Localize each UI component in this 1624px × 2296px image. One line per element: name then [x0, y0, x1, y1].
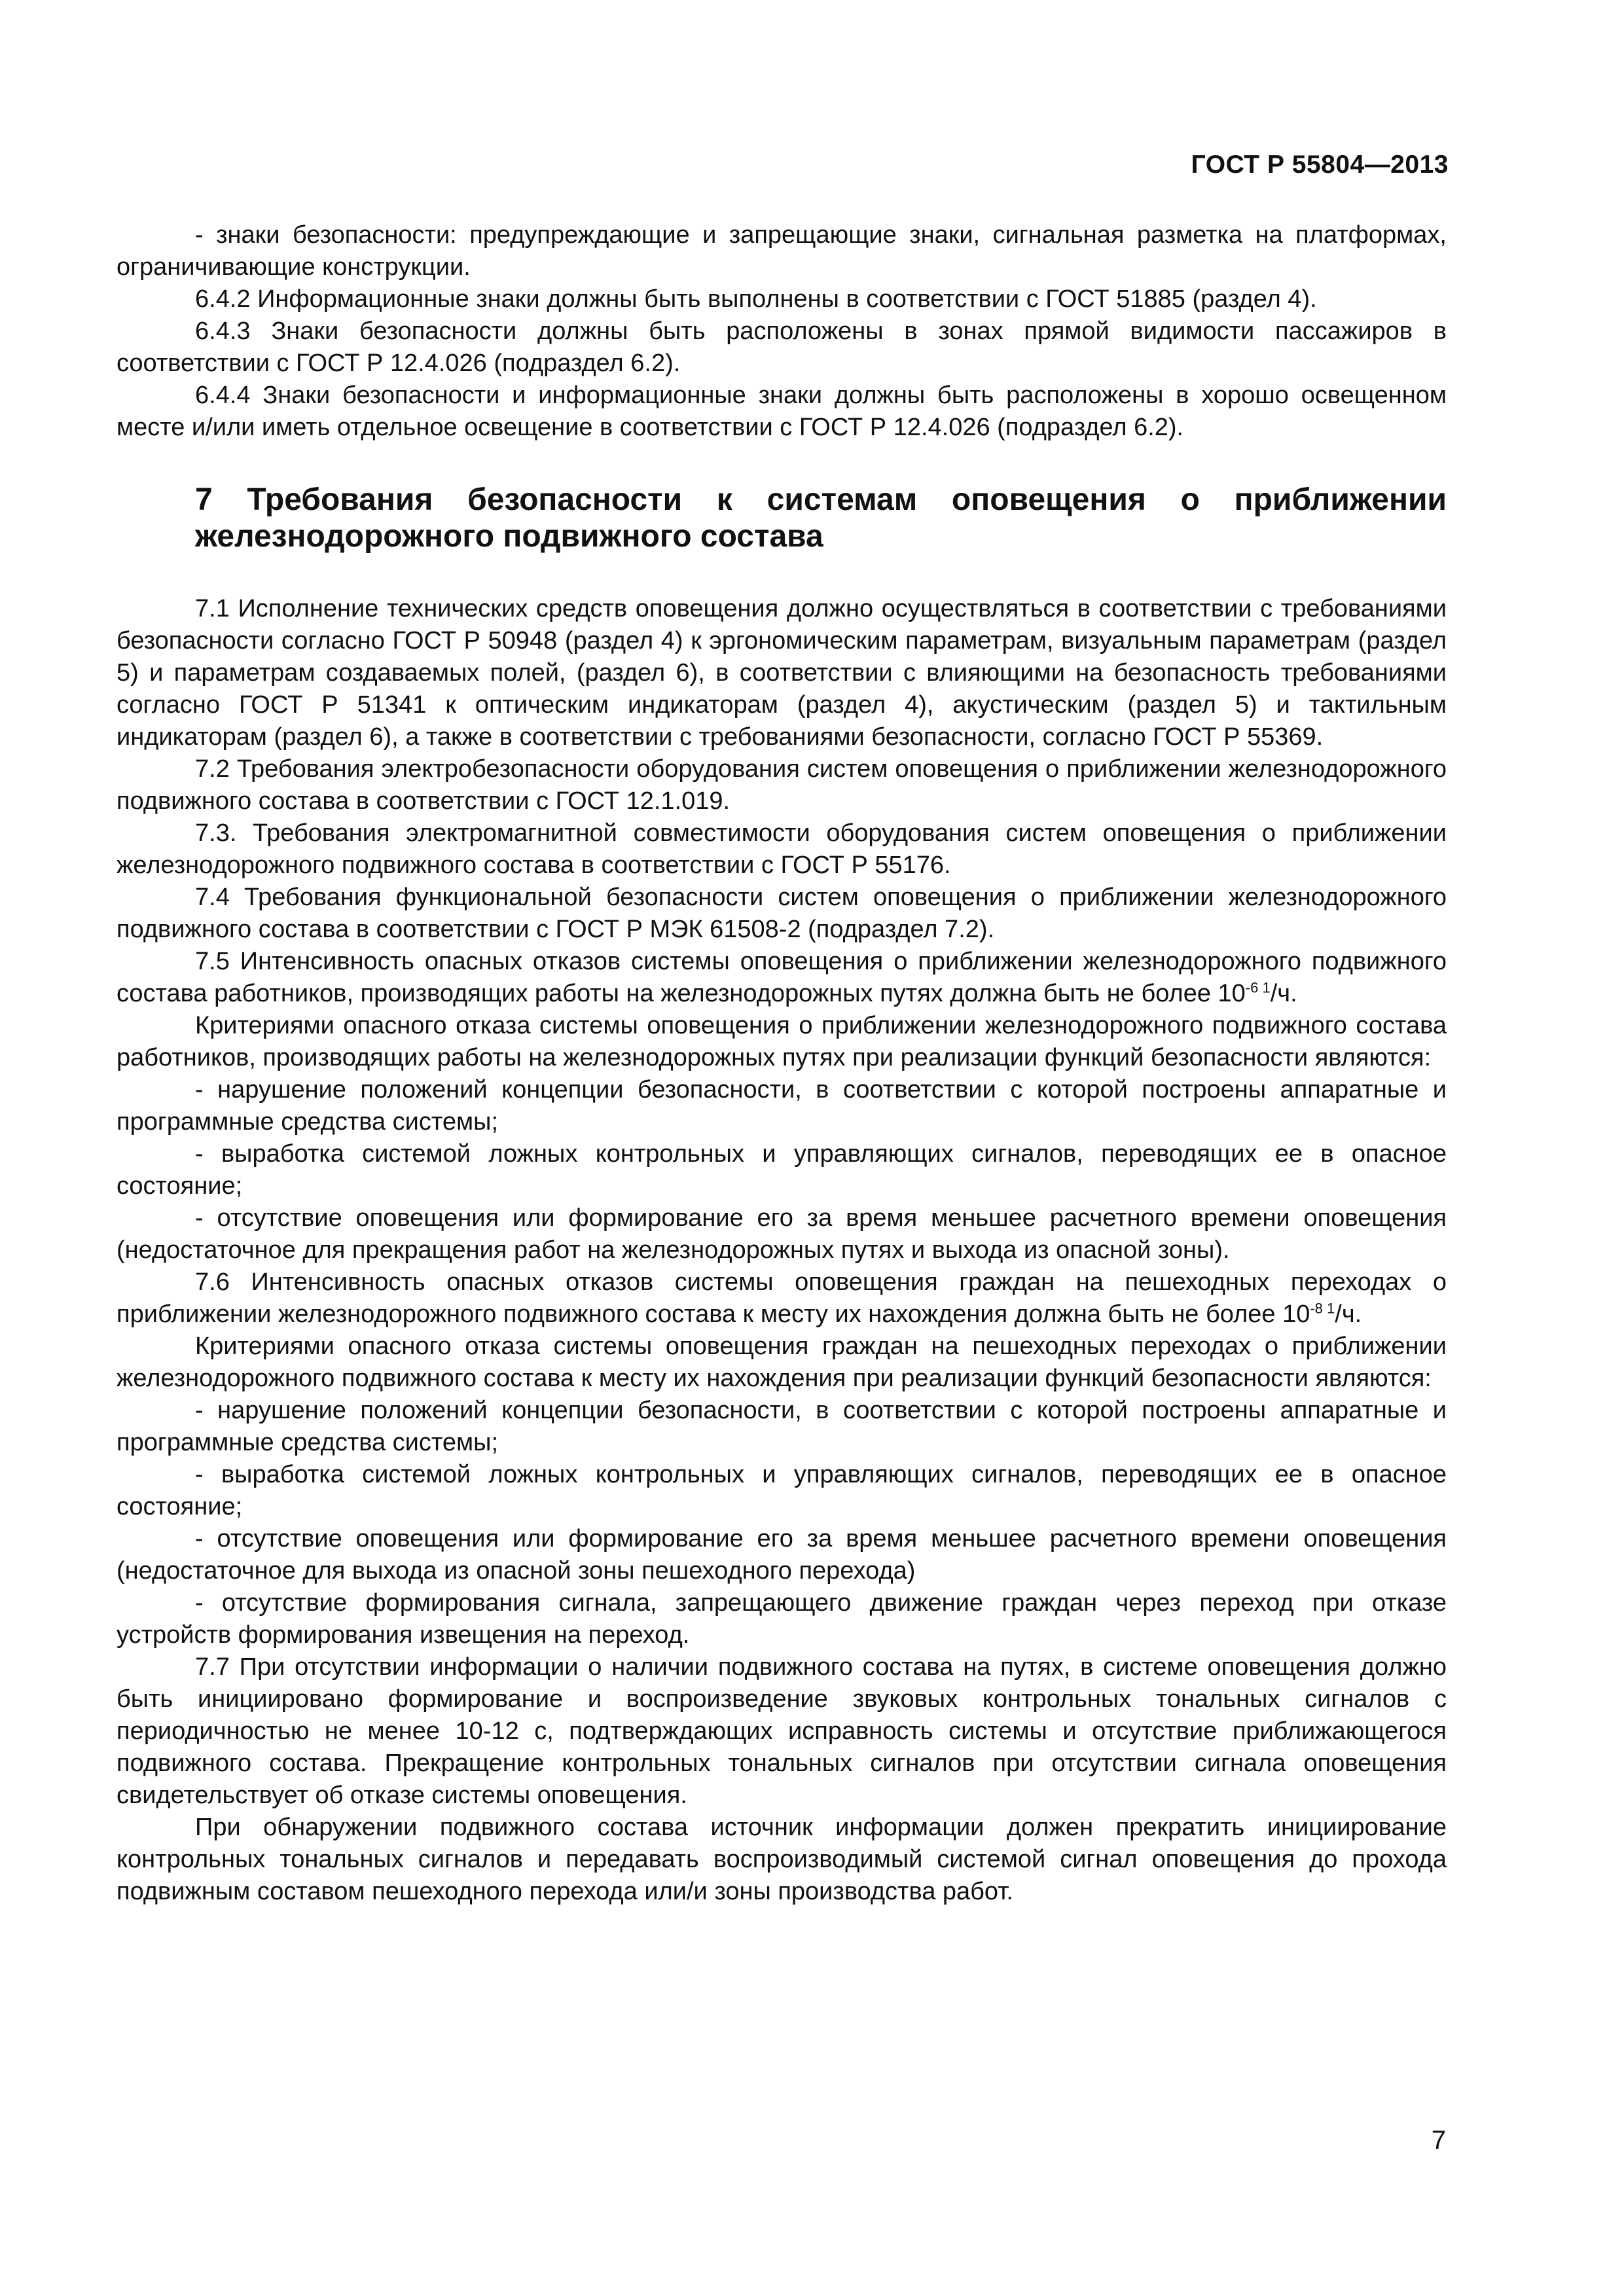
paragraph: - знаки безопасности: предупреждающие и запрещающие знаки, сигнальная разметка на платформах, ограничивающие конструкции. [117, 221, 1447, 281]
paragraph: 6.4.2 Информационные знаки должны быть выполнены в соответствии с ГОСТ 51885 (раздел 4). [195, 285, 1317, 313]
list-item: - выработка системой ложных контрольных и управляющих сигналов, переводящих ее в опасное состояние; [117, 1461, 1447, 1520]
exponent: -6 [1245, 979, 1259, 996]
list-item: - отсутствие оповещения или формирование его за время меньшее расчетного времени оповещения (недостаточное для прекращения работ на железнодорожных путях и выхода из опасной зоны). [117, 1204, 1447, 1264]
paragraph: Критериями опасного отказа системы оповещения о приближении железнодорожного подвижного состава работников, производящих работы на железнодорожных путях при реализации функций безопасности являются: [117, 1012, 1447, 1071]
paragraph-7-5 [117, 946, 1447, 1010]
exponent-unit: 1 [1327, 1300, 1335, 1317]
paragraph: 7.1 Исполнение технических средств оповещения должно осуществляться в соответствии с требованиями безопасности согласно ГОСТ Р 50948 (раздел 4) к эргономическим параметрам, визуальным параметрам (раздел 5) и параметрам создаваемых полей, (раздел 6), в соответствии с влияющими на безопасность требованиями согласно ГОСТ Р 51341 к оптическим индикаторам (раздел 4), акустическим (раздел 5) и тактильным индикаторам (раздел 6), а также в соответствии с требованиями безопасности, согласно ГОСТ Р 55369. [117, 595, 1447, 751]
list-item: - нарушение положений концепции безопасности, в соответствии с которой построены аппаратные и программные средства системы; [117, 1397, 1447, 1456]
list-item: - нарушение положений концепции безопасности, в соответствии с которой построены аппаратные и программные средства системы; [117, 1076, 1447, 1136]
list-item: - отсутствие оповещения или формирование его за время меньшее расчетного времени оповещения (недостаточное для выхода из опасной зоны пешеходного перехода) [117, 1525, 1447, 1585]
paragraph-text: 7.6 Интенсивность опасных отказов системы оповещения граждан на пешеходных переходах о приближении железнодорожного подвижного состава к месту их нахождения должна быть не более 10 [117, 1268, 1447, 1328]
paragraph: При обнаружении подвижного состава источник информации должен прекратить инициирование контрольных тональных сигналов и передавать воспроизводимый системой сигнал оповещения до прохода подвижным составом пешеходного перехода или/и зоны производства работ. [117, 1814, 1447, 1905]
paragraph: 6.4.3 Знаки безопасности должны быть расположены в зонах прямой видимости пассажиров в соответствии с ГОСТ Р 12.4.026 (подраздел 6.2). [117, 317, 1447, 377]
paragraph-text-unit: /ч. [1270, 980, 1297, 1007]
list-item: - отсутствие формирования сигнала, запрещающего движение граждан через переход при отказе устройств формирования извещения на переход. [117, 1589, 1447, 1649]
paragraph: 7.3. Требования электромагнитной совместимости оборудования систем оповещения о приближении железнодорожного подвижного состава в соответствии с ГОСТ Р 55176. [117, 819, 1447, 879]
section-heading: 7 Требования безопасности к системам оповещения о приближении железнодорожного подвижного состава [195, 482, 1447, 554]
page-number: 7 [1431, 2126, 1446, 2155]
exponent-unit: 1 [1262, 979, 1271, 996]
paragraph: 7.2 Требования электробезопасности оборудования систем оповещения о приближении железнодорожного подвижного состава в соответствии с ГОСТ 12.1.019. [117, 755, 1447, 815]
paragraph: Критериями опасного отказа системы оповещения граждан на пешеходных переходах о приближении железнодорожного подвижного состава к месту их нахождения при реализации функций безопасности являются: [117, 1333, 1447, 1392]
standard-code-header: ГОСТ Р 55804—2013 [1191, 151, 1449, 179]
paragraph: 7.4 Требования функциональной безопасности систем оповещения о приближении железнодорожного подвижного состава в соответствии с ГОСТ Р МЭК 61508-2 (подраздел 7.2). [117, 884, 1447, 943]
paragraph: 7.7 При отсутствии информации о наличии подвижного состава на путях, в системе оповещения должно быть инициировано формирование и воспроизведение звуковых контрольных тональных сигналов с периодичностью не менее 10-12 с, подтверждающих исправность системы и отсутствие приближающегося подвижного состава. Прекращение контрольных тональных сигналов при отсутствии сигнала оповещения свидетельствует об отказе системы оповещения. [117, 1653, 1447, 1809]
page-body [117, 219, 1447, 1908]
paragraph-text-unit: /ч. [1335, 1300, 1362, 1328]
list-item: - выработка системой ложных контрольных и управляющих сигналов, переводящих ее в опасное состояние; [117, 1140, 1447, 1200]
exponent: -8 [1310, 1300, 1323, 1317]
paragraph-7-6 [117, 1266, 1447, 1331]
paragraph: 6.4.4 Знаки безопасности и информационные знаки должны быть расположены в хорошо освещенном месте и/или иметь отдельное освещение в соответствии с ГОСТ Р 12.4.026 (подраздел 6.2). [117, 382, 1447, 441]
paragraph-text: 7.5 Интенсивность опасных отказов системы оповещения о приближении железнодорожного подвижного состава работников, производящих работы на железнодорожных путях должна быть не более 10 [117, 948, 1447, 1007]
